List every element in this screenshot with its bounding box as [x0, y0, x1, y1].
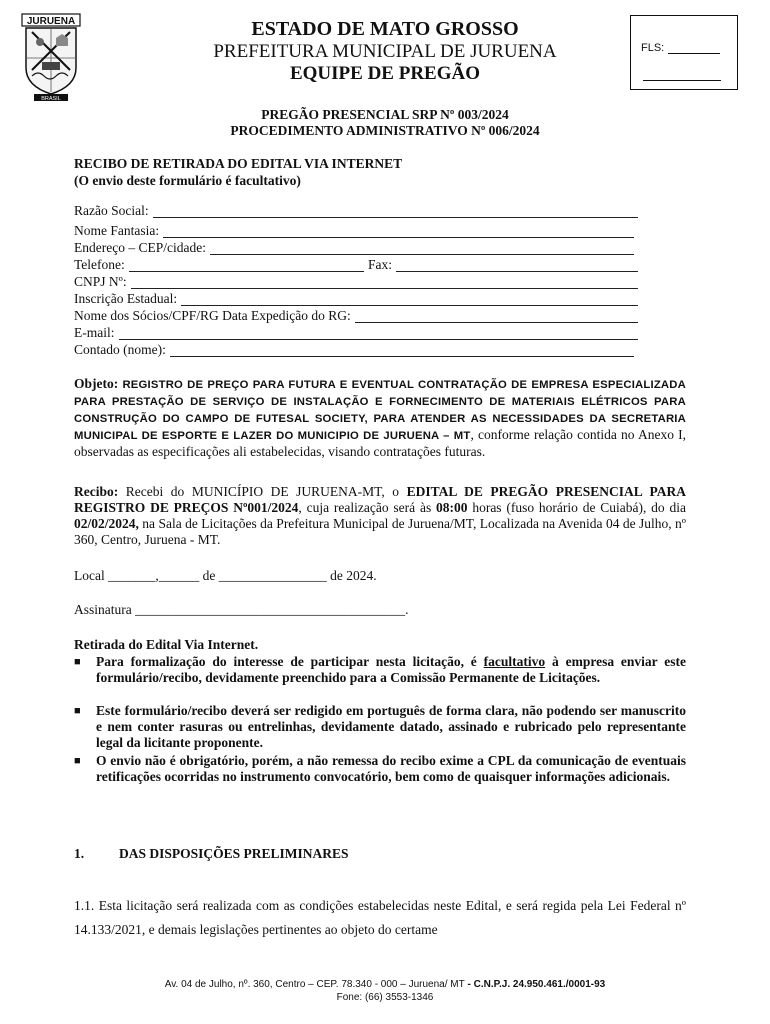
team-heading: EQUIPE DE PREGÃO — [289, 63, 481, 84]
field-line[interactable] — [153, 205, 638, 218]
recibo-subtitle: (O envio deste formulário é facultativo) — [74, 173, 301, 188]
field-contato[interactable] — [74, 341, 634, 357]
logo-bottom-text: BRASIL — [41, 96, 61, 102]
list-item — [74, 753, 686, 785]
field-inscricao-estadual[interactable] — [74, 290, 638, 306]
objeto-description: REGISTRO DE PREÇO PARA FUTURA E EVENTUAL CONTRATAÇÃO DE EMPRESA ESPECIALIZADA PARA PRESTAÇÃO DE SERVIÇO DE INSTALAÇÃO E FORNECIMENTO DE MATERIAIS ELÉTRICOS PARA CONSTRUÇÃO DO CAMPO DE FUTESAL SOCIETY, PARA ATENDER AS NECESSIDADES DA SECRETARIA MUNICIPAL DE ESPORTE E LAZER DO MUNICIPIO DE JURUENA – MT — [74, 379, 687, 442]
section-1-1-paragraph: 1.1. Esta licitação será realizada com as condições estabelecidas neste Edital, e será regida pela Lei Federal nº 14.133/2021, e demais legislações pertinentes ao objeto do certame — [74, 898, 686, 937]
recibo-text: na Sala de Licitações da Prefeitura Municipal de Juruena/MT, Localizada na Avenida 04 de Julho, nº 360, Centro, Juruena - MT. — [74, 516, 686, 547]
fls-rubric-line — [643, 80, 721, 81]
list-item — [74, 703, 686, 751]
footer-cnpj: - C.N.P.J. 24.950.461./0001-93 — [464, 979, 606, 990]
pregao-number: PREGÃO PRESENCIAL SRP Nº 003/2024 — [261, 107, 509, 122]
field-endereco[interactable] — [74, 239, 634, 255]
bullet-text: à empresa enviar este formulário/recibo, devidamente preenchido para a Comissão Permanente de Licitações. — [96, 654, 686, 685]
objeto-label: Objeto: — [74, 376, 119, 391]
session-time: 08:00 — [436, 500, 468, 515]
field-cnpj[interactable] — [74, 273, 638, 289]
field-line[interactable] — [181, 293, 638, 306]
recibo-text: horas (fuso horário de Cuiabá), do dia — [467, 500, 686, 515]
field-line[interactable] — [355, 310, 638, 323]
juruena-coat-of-arms — [20, 12, 82, 102]
section-number: 1. — [74, 846, 85, 861]
field-line[interactable] — [119, 327, 639, 340]
field-fax[interactable] — [368, 256, 638, 272]
retirada-title: Retirada do Edital Via Internet. — [74, 637, 259, 652]
field-line[interactable] — [396, 259, 638, 272]
objeto-rest: , conforme relação contida no Anexo I, observadas as especificações ali estabelecidas, visando contratações futuras. — [74, 427, 686, 459]
field-telefone[interactable] — [74, 256, 364, 272]
field-label: Fax: — [368, 257, 393, 272]
recibo-title: RECIBO DE RETIRADA DO EDITAL VIA INTERNET — [74, 156, 403, 171]
section-heading — [74, 846, 349, 862]
signature-line[interactable]: Assinatura ________________________________________. — [74, 602, 409, 617]
field-label: Inscrição Estadual: — [74, 291, 178, 306]
fls-page-box — [630, 15, 738, 90]
field-label: Nome dos Sócios/CPF/RG Data Expedição do RG: — [74, 308, 351, 323]
recibo-text: , cuja realização será às — [298, 500, 437, 515]
footer-phone: Fone: (66) 3553-1346 — [336, 992, 434, 1003]
fls-label: FLS: — [641, 42, 665, 54]
facultativo-text: facultativo — [483, 654, 546, 669]
field-socios[interactable] — [74, 307, 638, 323]
field-line[interactable] — [129, 259, 364, 272]
field-nome-fantasia[interactable] — [74, 222, 634, 238]
municipality-heading: PREFEITURA MUNICIPAL DE JURUENA — [213, 41, 557, 62]
field-label: CNPJ Nº: — [74, 274, 127, 289]
list-item — [74, 654, 686, 686]
bullet-text: Este formulário/recibo deverá ser redigido em português de forma clara, não podendo ser manuscrito e nem conter rasuras ou entrelinhas, devidamente datado, assinado e rubricado pelo representante legal da licitante proponente. — [96, 703, 686, 750]
bullet-text: Para formalização do interesse de participar nesta licitação, é — [96, 654, 484, 669]
recibo-label: Recibo: — [74, 484, 119, 499]
footer-address-text: Av. 04 de Julho, nº. 360, Centro – CEP. 78.340 - 000 – Juruena/ MT — [164, 979, 465, 990]
recibo-text: Recebi do MUNICÍPIO DE JURUENA-MT, o — [118, 484, 407, 499]
section-title: DAS DISPOSIÇÕES PRELIMINARES — [119, 846, 349, 861]
recibo-paragraph — [74, 484, 686, 548]
field-label: E-mail: — [74, 325, 115, 340]
footer-address — [100, 978, 670, 991]
state-heading: ESTADO DE MATO GROSSO — [251, 18, 519, 40]
field-line[interactable] — [170, 344, 634, 357]
field-label: Contado (nome): — [74, 342, 166, 357]
field-label: Endereço – CEP/cidade: — [74, 240, 206, 255]
field-label: Razão Social: — [74, 203, 149, 218]
field-razao-social[interactable] — [74, 202, 638, 218]
procedure-number: PROCEDIMENTO ADMINISTRATIVO Nº 006/2024 — [230, 123, 540, 138]
edital-name: EDITAL DE PREGÃO PRESENCIAL PARA REGISTRO DE PREÇOS Nº001/2024 — [74, 484, 686, 515]
logo-title-text: JURUENA — [26, 16, 76, 27]
field-email[interactable] — [74, 324, 638, 340]
objeto-paragraph — [74, 376, 686, 460]
fls-number-line — [668, 53, 720, 54]
field-line[interactable] — [163, 225, 634, 238]
local-date-line[interactable]: Local _______,______ de ________________ de 2024. — [74, 568, 377, 583]
field-line[interactable] — [131, 276, 638, 289]
bullet-square-icon: ■ — [74, 705, 81, 717]
bullet-square-icon: ■ — [74, 656, 81, 668]
bullet-text: O envio não é obrigatório, porém, a não remessa do recibo exime a CPL da comunicação de eventuais retificações ocorridas no instrumento convocatório, bem como de quaisquer informações adicionais. — [96, 753, 686, 784]
field-line[interactable] — [210, 242, 634, 255]
field-label: Nome Fantasia: — [74, 223, 160, 238]
bullet-square-icon: ■ — [74, 755, 81, 767]
field-label: Telefone: — [74, 257, 125, 272]
session-date: 02/02/2024, — [74, 516, 139, 531]
